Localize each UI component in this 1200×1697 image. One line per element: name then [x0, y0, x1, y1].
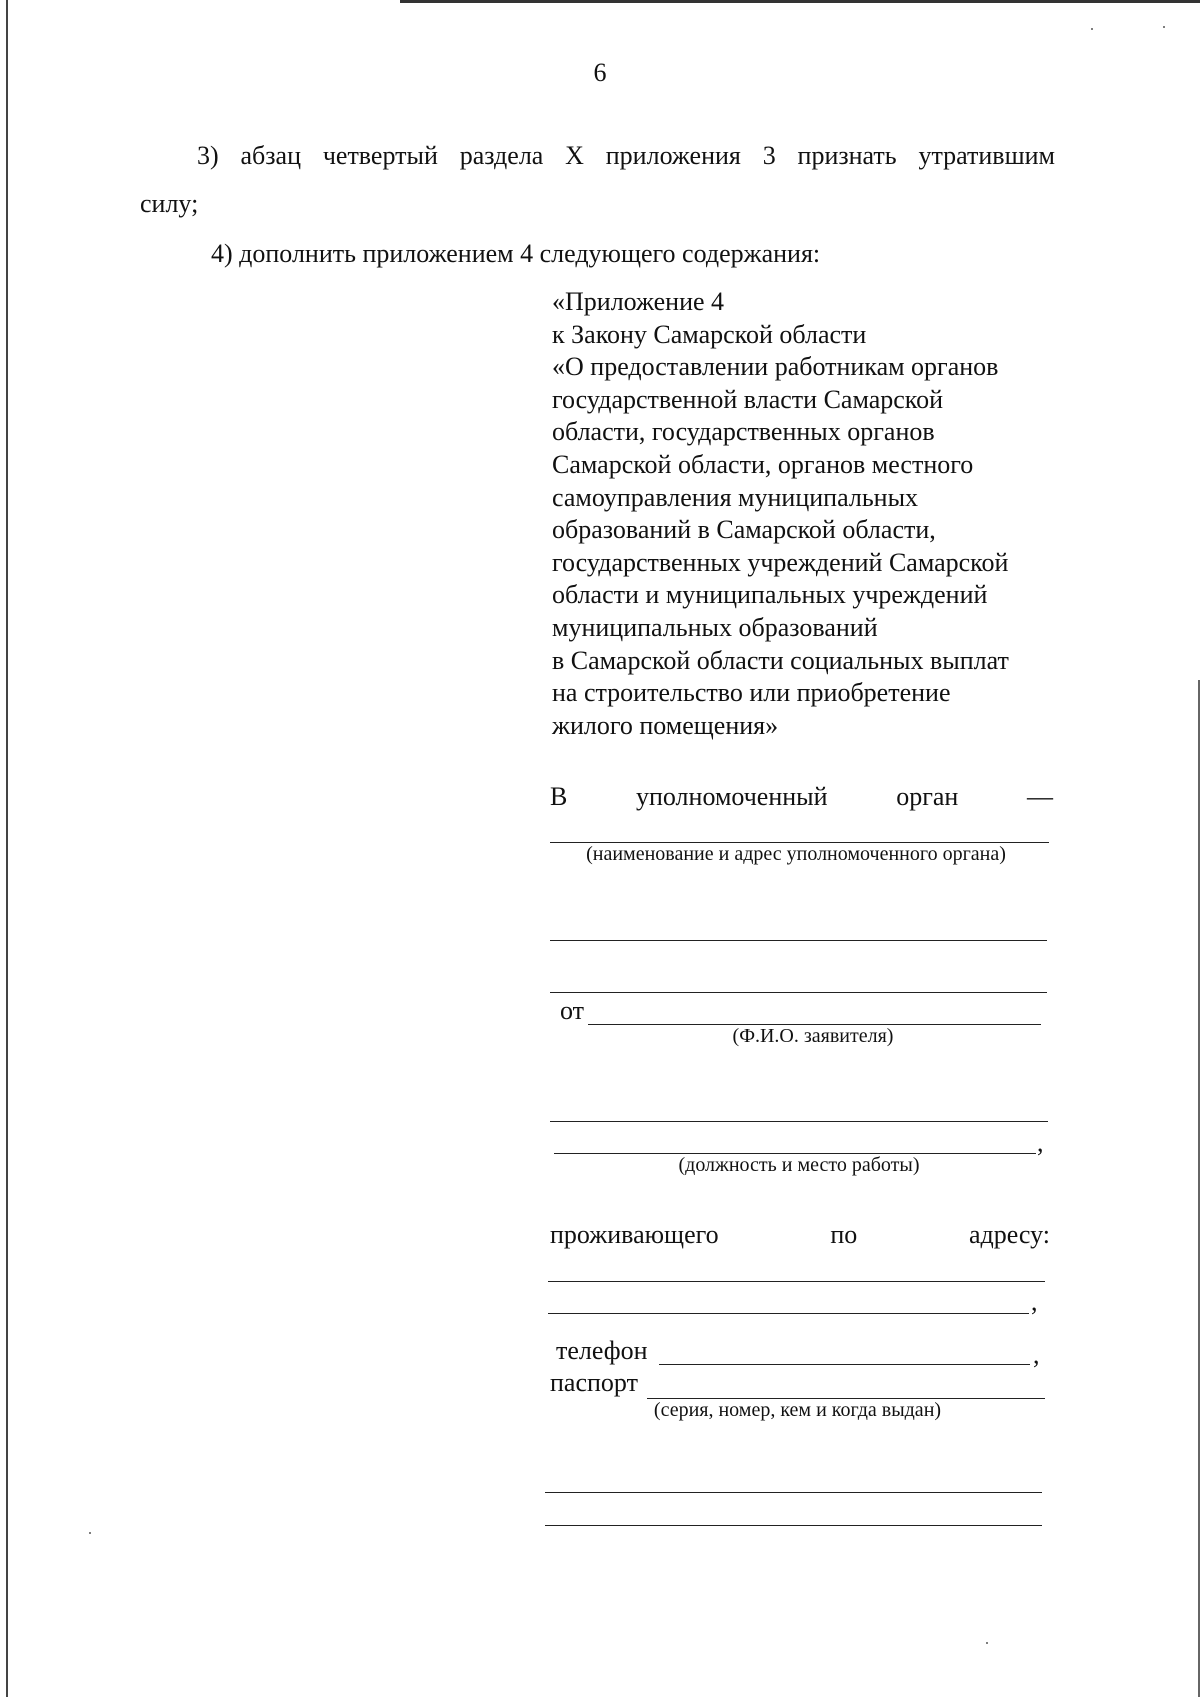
appendix-line: государственной власти Самарской: [552, 384, 944, 414]
comma: ,: [1033, 1340, 1040, 1369]
word: —: [1026, 782, 1053, 811]
appendix-line: «Приложение 4: [552, 287, 725, 316]
address-field-2[interactable]: [548, 1313, 1029, 1314]
word: приложения: [605, 141, 741, 170]
paragraph-3-line-1: [197, 141, 1055, 171]
passport-field-3[interactable]: [545, 1525, 1042, 1526]
passport-label: паспорт: [550, 1368, 638, 1397]
appendix-heading: [552, 286, 1062, 742]
appendix-line: образований в Самарской области,: [552, 515, 936, 545]
phone-label: телефон: [556, 1336, 648, 1365]
comma: ,: [1031, 1287, 1038, 1316]
scan-border-top: [400, 0, 1200, 3]
appendix-line: государственных учреждений Самарской: [552, 547, 1009, 577]
appendix-line: самоуправления муниципальных: [552, 482, 919, 512]
scan-border-left: [6, 0, 8, 1697]
authority-caption: (наименование и адрес уполномоченного органа): [586, 843, 1006, 865]
word: абзац: [240, 141, 301, 170]
appendix-line: муниципальных образований: [552, 612, 878, 642]
word: орган: [896, 782, 959, 811]
word: по: [830, 1220, 858, 1249]
word: проживающего: [550, 1220, 719, 1249]
word: раздела: [459, 141, 544, 170]
word: адресу:: [968, 1220, 1050, 1249]
scan-speck: [986, 1642, 988, 1644]
word: уполномоченный: [635, 782, 828, 811]
appendix-line: «О предоставлении работникам органов: [552, 352, 999, 382]
word: 3): [197, 141, 219, 170]
passport-field-2[interactable]: [545, 1492, 1042, 1493]
scan-speck: [1163, 26, 1165, 28]
passport-caption: (серия, номер, кем и когда выдан): [653, 1399, 942, 1421]
comma: ,: [1037, 1128, 1044, 1157]
appendix-line: Самарской области, органов местного: [552, 449, 974, 479]
appendix-line: на строительство или приобретение: [552, 678, 951, 708]
form-residing: [550, 1220, 1050, 1250]
word: В: [550, 782, 568, 811]
address-field-1[interactable]: [548, 1281, 1045, 1282]
appendix-line: области и муниципальных учреждений: [552, 580, 988, 610]
form-to-authority: [550, 782, 1053, 812]
page-number: 6: [593, 58, 607, 87]
appendix-line: жилого помещения»: [552, 710, 779, 740]
word: признать: [797, 141, 897, 170]
word: 3: [762, 141, 776, 170]
position-caption: (должность и место работы): [678, 1154, 920, 1176]
fio-caption: (Ф.И.О. заявителя): [732, 1025, 894, 1047]
paragraph-3-line-2: силу;: [140, 189, 199, 218]
phone-field[interactable]: [659, 1364, 1030, 1365]
appendix-line: в Самарской области социальных выплат: [552, 645, 1009, 675]
appendix-line: области, государственных органов: [552, 417, 935, 447]
word: утратившим: [918, 141, 1055, 170]
word: четвертый: [322, 141, 438, 170]
position-field-1[interactable]: [550, 1121, 1048, 1122]
from-label: от: [560, 996, 585, 1025]
paragraph-4: 4) дополнить приложением 4 следующего содержания:: [211, 239, 821, 268]
scan-speck: [1091, 28, 1093, 30]
word: X: [565, 141, 584, 170]
scan-speck: [89, 1532, 91, 1534]
authority-address-field-2[interactable]: [550, 992, 1047, 993]
authority-address-field-1[interactable]: [550, 940, 1047, 941]
appendix-line: к Закону Самарской области: [552, 319, 867, 349]
